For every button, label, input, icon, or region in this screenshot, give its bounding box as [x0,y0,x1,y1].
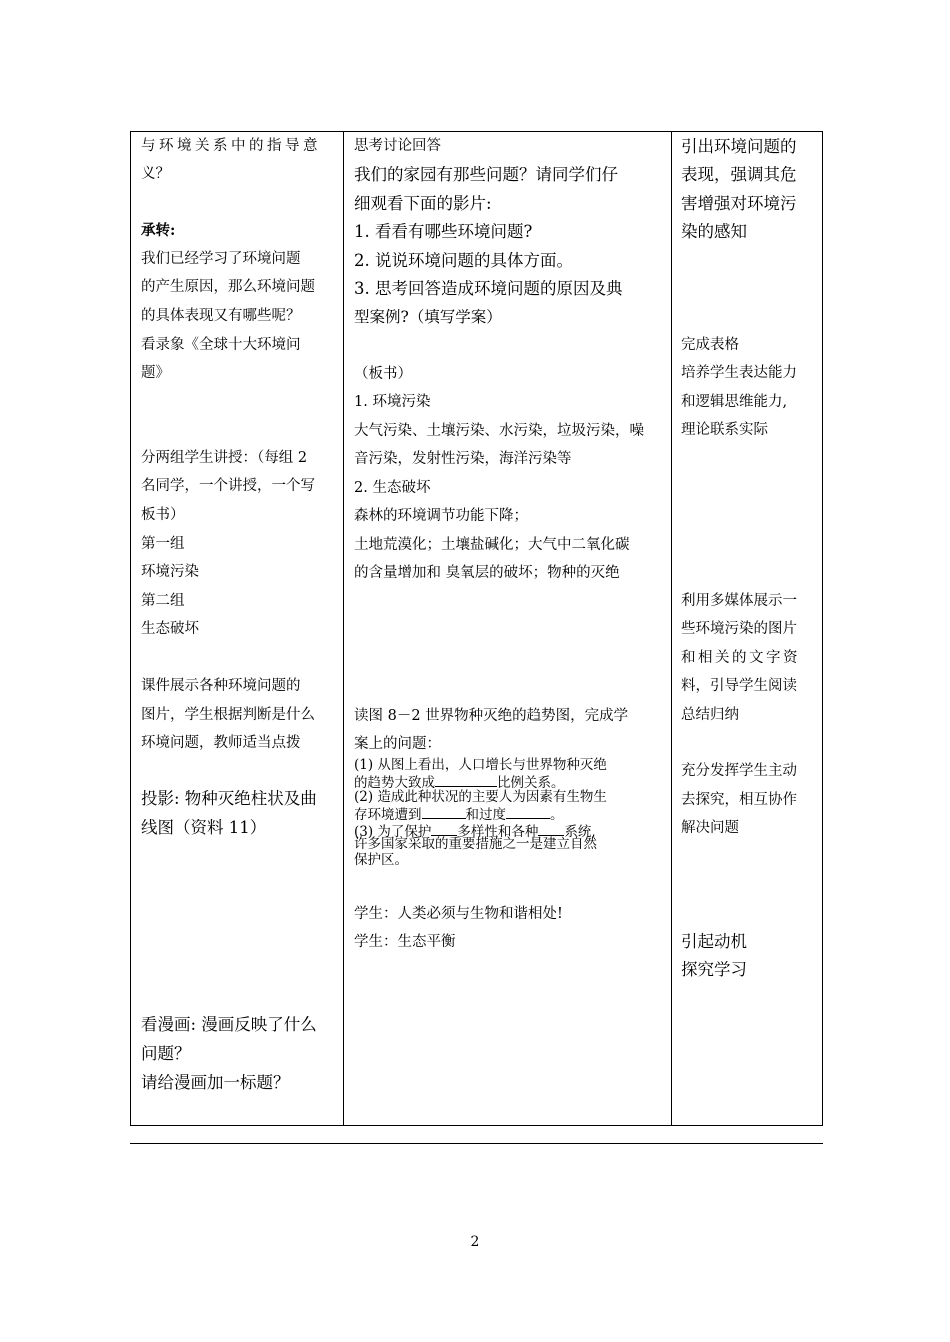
text-segment: 比例关系。 [497,775,565,791]
text-line: 环境问题，教师适当点拨 [141,735,301,751]
text-line: 生态破坏 [141,621,199,637]
text-line: 1. 看看有哪些环境问题? [354,222,533,241]
text-line: 学生：生态平衡 [354,934,456,950]
text-line: 的产生原因，那么环境问题 [141,279,315,295]
text-line: 问题？ [141,1044,191,1063]
text-line: 型案例?（填写学案） [354,308,502,326]
text-line: 2. 说说环境问题的具体方面。 [354,251,573,270]
design-intent-column [681,132,819,1125]
text-segment: 系统, [564,824,596,840]
fill-blank [435,774,497,787]
text-line: 细观看下面的影片: [354,194,492,213]
text-line: 看录象《全球十大环境问 [141,337,301,353]
text-line: 板书） [141,507,185,523]
text-line: 培养学生表达能力 [681,365,797,381]
text-segment: 的趋势大致成 [354,775,435,791]
footer-divider [130,1143,823,1144]
text-line: 完成表格 [681,337,739,353]
fill-blank [431,823,457,836]
text-segment: 。 [550,807,564,823]
question-2-line: (2) 造成此种状况的主要人为因素有生物生 [354,789,607,805]
text-line: 第一组 [141,536,185,552]
text-line: 请给漫画加一标题？ [141,1073,290,1092]
text-line: 充分发挥学生主动 [681,763,797,779]
text-line: 土地荒漠化；土壤盐碱化；大气中二氧化碳 [354,537,630,553]
text-line: 我们的家园有那些问题？请同学们仔 [354,165,618,184]
text-line: 料，引导学生阅读 [681,678,797,694]
text-line: 森林的环境调节功能下降； [354,508,528,524]
question-1-line: (1) 从图上看出，人口增长与世界物种灭绝 [354,757,607,773]
text-line: 和逻辑思维能力, [681,394,788,410]
text-line: 题》 [141,365,170,381]
question-3-line: 许多国家采取的重要措施之一是建立自然 [354,836,597,852]
text-line: 表现，强调其危 [681,165,797,184]
text-line: 与环境关系中的指导意 [141,138,321,154]
text-line: 分两组学生讲授：（每组 2 [141,450,308,466]
text-line: 学生：人类必须与生物和谐相处! [354,906,563,922]
text-line: 课件展示各种环境问题的 [141,678,301,694]
text-line: 总结归纳 [681,707,739,723]
text-line: 案上的问题： [354,736,441,752]
text-line: 的具体表现又有哪些呢？ [141,308,301,324]
text-line: 第二组 [141,593,185,609]
text-line: 引起动机 [681,932,747,951]
text-segment: 多样性和各种 [457,824,539,840]
text-segment: 和过度 [465,807,506,823]
column-divider [343,132,344,1125]
text-line: 探究学习 [681,960,747,979]
text-line: 去探究，相互协作 [681,792,797,808]
text-line: 的含量增加和 臭氧层的破坏；物种的灭绝 [354,565,620,581]
column-divider [671,132,672,1125]
text-line: 思考讨论回答 [354,138,441,154]
page-number: 2 [470,1234,480,1250]
lesson-plan-table [130,131,823,1126]
text-line: 利用多媒体展示一 [681,593,797,609]
text-line: 2. 生态破坏 [354,480,431,496]
question-2-line [354,806,564,823]
text-line: 义？ [141,166,170,182]
text-line: 3. 思考回答造成环境问题的原因及典 [354,279,623,298]
text-line: 害增强对环境污 [681,194,797,213]
text-line: 我们已经学习了环境问题 [141,251,301,267]
text-line: 理论联系实际 [681,422,768,438]
text-line: （板书） [354,366,412,382]
text-line: 投影: 物种灭绝柱状及曲 [141,789,317,808]
text-line: 音污染，发射性污染，海洋污染等 [354,451,572,467]
text-line: 名同学，一个讲授，一个写 [141,478,315,494]
section-label: 承转: [141,222,176,239]
question-3-line: 保护区。 [354,852,408,868]
text-line: 染的感知 [681,222,747,241]
text-line: 些环境污染的图片 [681,621,797,637]
fill-blank [422,806,466,819]
text-line: 读图 8－2 世界物种灭绝的趋势图，完成学 [354,708,629,724]
text-line: 大气污染、土壤污染、水污染，垃圾污染，噪 [354,423,644,439]
fill-blank [538,823,564,836]
teacher-activity-column [141,132,339,1125]
text-line: 看漫画: 漫画反映了什么 [141,1015,317,1034]
text-line: 线图（资料 11） [141,818,267,837]
text-line: 环境污染 [141,564,199,580]
text-line: 1. 环境污染 [354,394,431,410]
text-line: 解决问题 [681,820,739,836]
text-segment: 存环境遭到 [354,807,422,823]
text-line: 引出环境问题的 [681,137,797,156]
text-line: 和相关的文字资 [681,650,800,666]
student-activity-column [354,132,664,1125]
text-segment: (3) 为了保护 [354,824,432,840]
fill-blank [506,806,550,819]
text-line: 图片，学生根据判断是什么 [141,707,315,723]
